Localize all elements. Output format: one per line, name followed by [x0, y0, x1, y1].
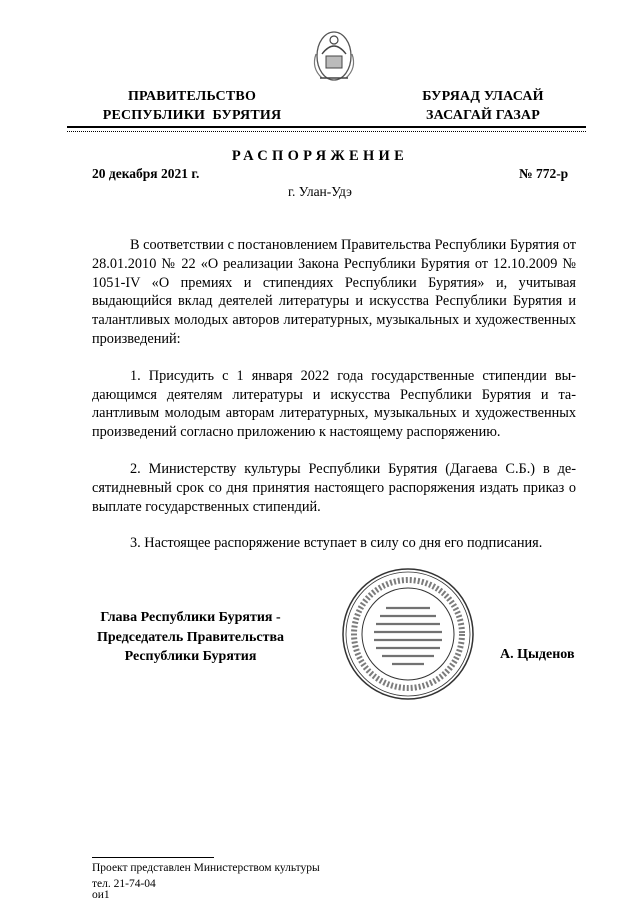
header-divider [67, 126, 586, 128]
document-code: ои1 [92, 889, 110, 901]
header-left-line1: ПРАВИТЕЛЬСТВО [127, 89, 257, 104]
republic-of-buryatia-emblem-icon [304, 24, 364, 84]
footnote-line1: Проект представлен Министерством культуры [92, 862, 320, 874]
footnote-divider [92, 857, 214, 858]
body-paragraph-item-2: 2. Министерству культуры Республики Бурятия (Дагаева С.Б.) в десятидневный срок со дня принятия настоящего распоряжения издать приказ о выплате государственных стипендий. [92, 460, 576, 515]
signatory-line2: Председатель Правительства [96, 629, 285, 645]
body-paragraph-preamble: В соответствии с постановлением Правительства Республики Бурятия от 28.01.2010 № 22 «О реализации Закона Республики Бурятия от 12.10.2009 № 1051-IV «О премиях и стипендиях Республики Бурятия» и, учитывая выдающийся вклад деятелей литературы и искусства Республики Бурятия и талантливых молодых авторов литературных, музыкальных и художественных произведений: [92, 237, 576, 347]
footnote-line2: тел. 21-74-04 [92, 877, 156, 890]
signatory-line3: Республики Бурятия [124, 649, 257, 664]
body-paragraph-item-3: 3. Настоящее распоряжение вступает в силу со дня его подписания. [130, 535, 543, 552]
header-dotted-divider [67, 131, 586, 132]
header-right-title [413, 87, 553, 125]
header-right-line2: ЗАСАГАЙ ГАЗАР [425, 108, 540, 123]
header-left-line2: РЕСПУБЛИКИ БУРЯТИЯ [102, 108, 282, 123]
document-city: г. Улан-Удэ [288, 184, 352, 199]
signatory-line1: Глава Республики Бурятия - [100, 610, 281, 625]
document-body [92, 236, 576, 553]
signatory-title [88, 608, 293, 667]
header-right-line1: БУРЯАД УЛАСАЙ [422, 89, 544, 104]
body-paragraph-item-1: 1. Присудить с 1 января 2022 года государственные стипендии выдающимся деятелям литературы и искусства Республики Бурятия и талантливым молодым авторам литературных, музыкальных и художественных произведений согласно приложению к настоящему распоряжению. [92, 367, 576, 441]
official-round-stamp-icon [340, 566, 476, 702]
document-type-title: РАСПОРЯЖЕНИЕ [231, 148, 409, 164]
signatory-name: А. Цыденов [500, 647, 575, 662]
header-left-title [92, 87, 292, 125]
footnote [92, 861, 320, 892]
document-number: № 772-р [519, 166, 569, 181]
document-date: 20 декабря 2021 г. [92, 166, 200, 181]
